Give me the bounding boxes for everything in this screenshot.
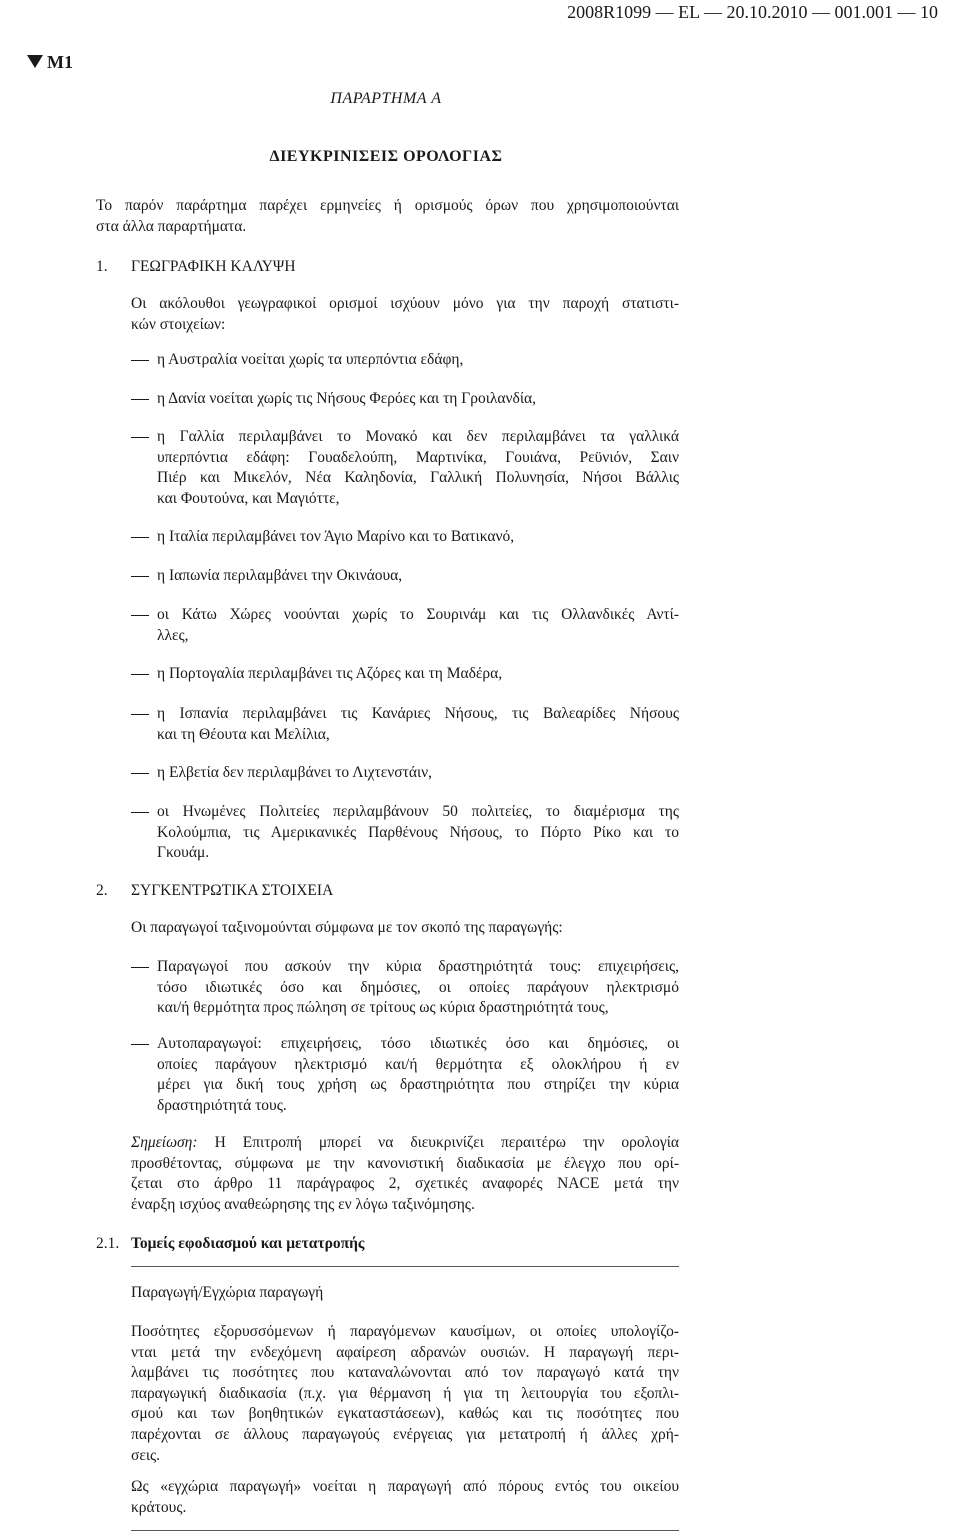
text-line: σεις. (131, 1446, 161, 1464)
text-line: Παραγωγή/Εγχώρια παραγωγή (131, 1284, 324, 1301)
text-line: οποίες παράγουν ηλεκτρισμό και/ή θερμότητα εξ ολοκλήρου ή εν (157, 1055, 679, 1073)
text-line: Γκουάμ. (157, 844, 210, 862)
text-line: δραστηριότητά τους. (157, 1096, 287, 1114)
text-line: η Δανία νοείται χωρίς τις Νήσους Φερόες και τη Γροιλανδία, (157, 390, 537, 407)
dash-icon (131, 566, 151, 586)
section-title: ΣΥΓΚΕΝΤΡΩΤΙΚΑ ΣΤΟΙΧΕΙΑ (131, 882, 334, 899)
text-line: Οι ακόλουθοι γεωγραφικοί ορισμοί ισχύουν μόνο για την παροχή στατιστι- (131, 295, 679, 312)
text-line: η Γαλλία περιλαμβάνει το Μονακό και δεν περιλαμβάνει τα γαλλικά (157, 428, 679, 445)
list-item (131, 566, 679, 587)
note-paragraph (131, 1133, 679, 1215)
dash-icon (131, 605, 151, 625)
annex-intro (96, 196, 679, 237)
dash-icon (131, 427, 151, 447)
text-line: στα άλλα παραρτήματα. (96, 217, 247, 235)
section-number: 1. (96, 258, 108, 275)
subheading (131, 1283, 679, 1304)
dash-icon (131, 527, 151, 547)
text-line: και Φουτούνα, και Μαγιόττε, (157, 489, 340, 507)
text-line: παραγωγική διαδικασία (π.χ. για θέρμανση ή για τη λειτουργία του εξοπλι- (131, 1384, 679, 1402)
dash-icon (131, 802, 151, 822)
dash-icon (131, 763, 151, 783)
text-line: Οι παραγωγοί ταξινομούνται σύμφωνα με τον σκοπό της παραγωγής: (131, 919, 563, 936)
text-line: Πιέρ και Μικελόν, Νέα Καληδονία, Γαλλική Πολυνησία, Νήσοι Βάλλις (157, 469, 679, 487)
dash-icon (131, 1034, 151, 1054)
text-line: λαμβάνει τις ποσότητες που καταναλώνονται από τον παραγωγό κατά την (131, 1364, 679, 1382)
annex-title: ΠΑΡΑΡΤΗΜΑ A (330, 90, 442, 107)
text-line: έναρξη ισχύος αναθεώρησης της εν λόγω ταξινόμησης. (131, 1195, 475, 1213)
note-label: Σημείωση: (131, 1134, 198, 1151)
list-item (131, 389, 679, 410)
text-line: λλες, (157, 626, 189, 644)
divider (131, 1530, 679, 1531)
triangle-down-icon (27, 55, 43, 68)
text-line: Το παρόν παράρτημα παρέχει ερμηνείες ή ορισμούς όρων που χρησιμοποιούνται (96, 197, 679, 214)
list-item (131, 957, 679, 1019)
section2-intro (131, 918, 679, 939)
dash-icon (131, 957, 151, 977)
section-number: 2. (96, 882, 108, 899)
text-line: ζεται στο άρθρο 11 παράγραφος 2, σχετικές αναφορές NACE μετά την (131, 1175, 679, 1193)
list-item (131, 802, 679, 864)
document-reference-header: 2008R1099 — EL — 20.10.2010 — 001.001 — 10 (567, 2, 938, 22)
annex-subtitle: ΔΙΕΥΚΡΙΝΙΣΕΙΣ ΟΡΟΛΟΓΙΑΣ (269, 148, 503, 165)
note-text: Η Επιτροπή μπορεί να διευκρινίζει περαιτέρω την ορολογία (214, 1134, 680, 1151)
text-line: η Ιταλία περιλαμβάνει τον Άγιο Μαρίνο και το Βατικανό, (157, 528, 515, 545)
divider (131, 1266, 679, 1267)
list-item (131, 1034, 679, 1116)
paragraph (131, 1322, 679, 1466)
list-item (131, 350, 679, 371)
text-line: κράτους. (131, 1498, 187, 1516)
text-line: Παραγωγοί που ασκούν την κύρια δραστηριότητά τους: επιχειρήσεις, (157, 958, 679, 975)
text-line: τόσο ιδιωτικές όσο και δημόσιες, οι οποίες παράγουν ηλεκτρισμό (157, 978, 679, 996)
text-line: κών στοιχείων: (131, 315, 226, 333)
amendment-label: M1 (47, 52, 73, 72)
paragraph (131, 1477, 679, 1518)
text-line: προσθέτοντας, σύμφωνα με την κανονιστική διαδικασία με έλεγχο που ορί- (131, 1154, 679, 1172)
section-title: Τομείς εφοδιασμού και μετατροπής (131, 1235, 365, 1252)
text-line: σμού και των βοηθητικών εγκαταστάσεων), καθώς και τις ποσότητες που (131, 1405, 679, 1423)
list-item (131, 527, 679, 548)
text-line: και/ή θερμότητα προς πώληση σε τρίτους ως κύρια δραστηριότητά τους, (157, 999, 609, 1017)
text-line: Κολούμπια, τις Αμερικανικές Παρθένους Νήσους, το Πόρτο Ρίκο και το (157, 823, 679, 841)
list-item (131, 427, 679, 509)
text-line: η Ισπανία περιλαμβάνει τις Κανάριες Νήσους, τις Βαλεαρίδες Νήσους (157, 705, 679, 722)
text-line: νται μετά την ενδεχόμενη αφαίρεση αδρανών ουσιών. Η παραγωγή περι- (131, 1343, 679, 1361)
text-line: οι Ηνωμένες Πολιτείες περιλαμβάνουν 50 πολιτείες, το διαμέρισμα της (157, 803, 679, 820)
section-title: ΓΕΩΓΡΑΦΙΚΗ ΚΑΛΥΨΗ (131, 258, 296, 275)
text-line: και τη Θέουτα και Μελίλια, (157, 725, 330, 743)
text-line: η Ιαπωνία περιλαμβάνει την Οκινάουα, (157, 567, 403, 584)
section1-intro (131, 294, 679, 335)
text-line: υπερπόντια εδάφη: Γουαδελούπη, Μαρτινίκα, Γουιάνα, Ρεϋνιόν, Σαιν (157, 448, 679, 466)
dash-icon (131, 350, 151, 370)
dash-icon (131, 704, 151, 724)
text-line: οι Κάτω Χώρες νοούνται χωρίς το Σουρινάμ και τις Ολλανδικές Αντί- (157, 606, 679, 623)
text-line (131, 1133, 679, 1154)
text-line: Ως «εγχώρια παραγωγή» νοείται η παραγωγή από πόρους εντός του οικείου (131, 1478, 679, 1495)
amendment-marker (27, 52, 73, 73)
list-item (131, 704, 679, 745)
list-item (131, 664, 679, 685)
section-number: 2.1. (96, 1235, 120, 1252)
text-line: παρέχονται σε άλλους παραγωγούς ενέργειας για μετατροπή ή άλλες χρή- (131, 1425, 679, 1443)
text-line: μέρει για δική τους χρήση ως δραστηριότητα που στηρίζει την κύρια (157, 1076, 679, 1094)
list-item (131, 763, 679, 784)
text-line: η Πορτογαλία περιλαμβάνει τις Αζόρες και τη Μαδέρα, (157, 665, 503, 682)
text-line: η Αυστραλία νοείται χωρίς τα υπερπόντια εδάφη, (157, 351, 464, 368)
list-item (131, 605, 679, 646)
text-line: η Ελβετία δεν περιλαμβάνει το Λιχτενστάιν, (157, 764, 432, 781)
text-line: Ποσότητες εξορυσσόμενων ή παραγόμενων καυσίμων, οι οποίες υπολογίζο- (131, 1323, 679, 1340)
dash-icon (131, 664, 151, 684)
dash-icon (131, 389, 151, 409)
text-line: Αυτοπαραγωγοί: επιχειρήσεις, τόσο ιδιωτικές όσο και δημόσιες, οι (157, 1035, 679, 1052)
